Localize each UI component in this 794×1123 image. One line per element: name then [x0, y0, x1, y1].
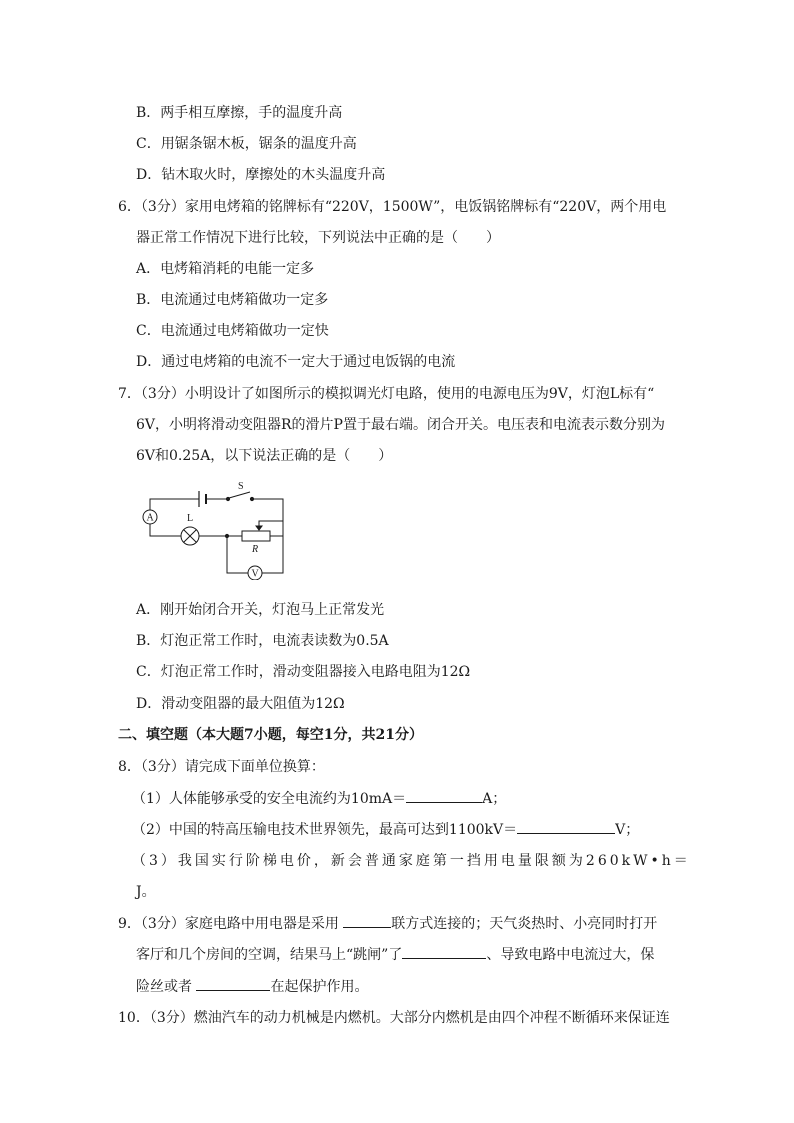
- q5-option-d: D．钻木取火时，摩擦处的木头温度升高: [136, 167, 386, 183]
- q9-line3: [136, 976, 368, 997]
- q9-line2-rest: 、导致电路中电流过大，保: [486, 947, 655, 963]
- q6-option-c: C．电流通过电烤箱做功一定快: [136, 323, 329, 339]
- lamp-wire-left: [150, 524, 181, 536]
- q5-option-c: C．用锯条锯木板，锯条的温度升高: [136, 136, 357, 152]
- q8-sub1: [132, 788, 506, 809]
- ammeter-label: A: [146, 512, 154, 524]
- q7-stem-line3: 6V和0.25A，以下说法正确的是（ ）: [136, 448, 393, 464]
- lamp-l: [181, 513, 199, 545]
- q9-line1: [118, 913, 657, 934]
- q8-sub3-unit: J。: [136, 884, 156, 900]
- q6-option-b: B．电流通过电烤箱做功一定多: [136, 292, 329, 308]
- lamp-label: L: [187, 513, 194, 524]
- q10-stem-line1: 10．（3分）燃油汽车的动力机械是内燃机。大部分内燃机是由四个冲程不断循环来保证连: [118, 1010, 670, 1026]
- q6-stem-line1: 6．（3分）家用电烤箱的铭牌标有“220V，1500W”，电饭锅铭牌标有“220V，两个用电: [118, 199, 667, 215]
- q9-blank2[interactable]: [402, 944, 486, 959]
- q7-stem-line1: 7．（3分）小明设计了如图所示的模拟调光灯电路，使用的电源电压为9V，灯泡L标有“: [118, 386, 655, 402]
- circuit-diagram: [135, 480, 295, 580]
- rheostat-r: [242, 521, 283, 555]
- voltmeter-label: V: [251, 568, 259, 580]
- battery-symbol: [197, 491, 209, 507]
- q6-option-d: D．通过电烤箱的电流不一定大于通过电饭锅的电流: [136, 354, 456, 370]
- voltmeter: [248, 566, 262, 580]
- q9-line2-text: 客厅和几个房间的空调，结果马上“跳闸”了: [136, 947, 403, 963]
- q9-line1-rest: 联方式连接的；天气炎热时、小亮同时打开: [391, 916, 658, 932]
- q9-blank3[interactable]: [196, 976, 270, 991]
- ammeter: [143, 510, 157, 524]
- rheostat-label: R: [252, 544, 259, 555]
- switch-label: S: [238, 481, 244, 492]
- q9-line3-text: 险丝或者: [136, 979, 192, 995]
- q9-blank1[interactable]: [343, 913, 391, 928]
- q8-blank2[interactable]: [517, 819, 615, 834]
- q6-option-a: A．电烤箱消耗的电能一定多: [136, 261, 315, 277]
- switch-s: [226, 481, 253, 501]
- q8-sub3-line2: [136, 882, 156, 902]
- q8-stem: 8．（3分）请完成下面单位换算：: [118, 759, 325, 775]
- q9-line3-rest: 在起保护作用。: [270, 979, 369, 995]
- q7-option-a: A．刚开始闭合开关，灯泡马上正常发光: [136, 602, 385, 618]
- q7-option-d: D．滑动变阻器的最大阻值为12Ω: [136, 696, 345, 712]
- q8-sub1-text: （1）人体能够承受的安全电流约为10mA＝: [132, 791, 407, 807]
- q8-sub2-text: （2）中国的特高压输电技术世界领先，最高可达到1100kV＝: [132, 822, 518, 838]
- q8-sub2-unit: V；: [615, 822, 640, 838]
- q7-stem-line2: 6V，小明将滑动变阻器R的滑片P置于最右端。闭合开关。电压表和电流表示数分别为: [136, 417, 665, 433]
- q7-option-b: B．灯泡正常工作时，电流表读数为0.5A: [136, 633, 389, 649]
- top-wire: [150, 499, 283, 521]
- q9-line2: [136, 944, 654, 965]
- q8-sub3-line1: （3）我国实行阶梯电价，新会普通家庭第一挡用电量限额为260kW•h＝: [132, 853, 691, 869]
- section-title: 二、填空题（本大题7小题，每空1分，共21分）: [118, 727, 423, 743]
- q8-sub2: [132, 819, 639, 840]
- q6-stem-line2: 器正常工作情况下进行比较，下列说法中正确的是（ ）: [136, 230, 500, 246]
- q5-option-b: B．两手相互摩擦，手的温度升高: [136, 105, 343, 121]
- q8-sub1-unit: A；: [482, 791, 507, 807]
- q8-blank1[interactable]: [406, 788, 482, 803]
- q7-option-c: C．灯泡正常工作时，滑动变阻器接入电路电阻为12Ω: [136, 664, 471, 680]
- q9-line1-text: 9．（3分）家庭电路中用电器是采用: [118, 916, 339, 932]
